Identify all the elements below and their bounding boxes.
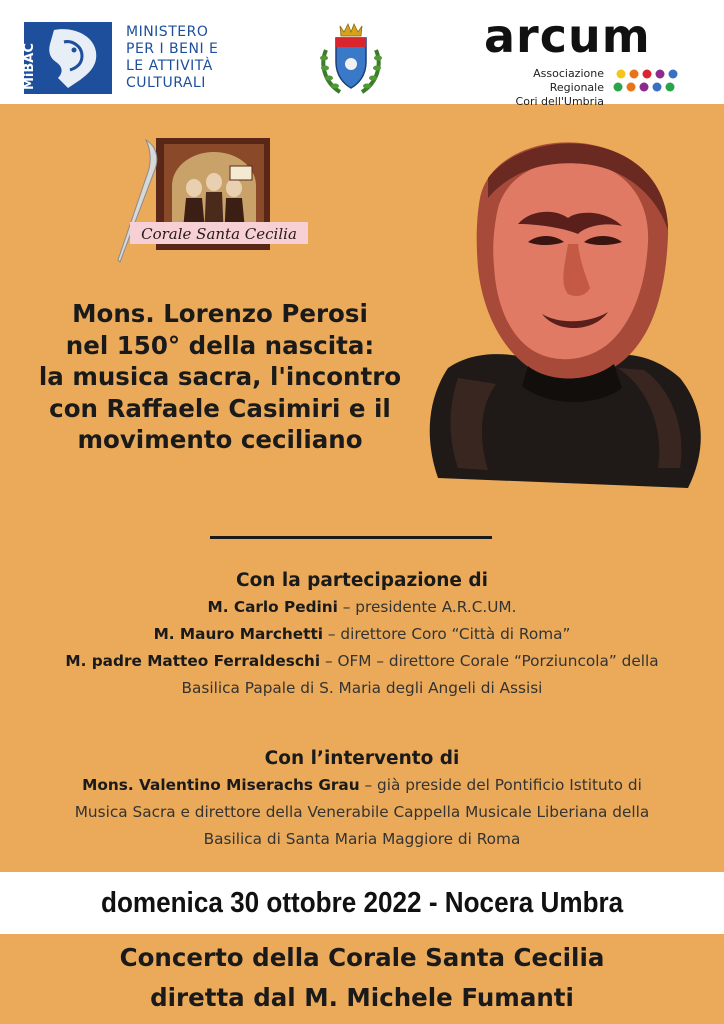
- perosi-portrait: [418, 138, 708, 498]
- ministry-line: PER I BENI E: [126, 41, 219, 57]
- intervention-section: [0, 745, 724, 853]
- title-line: la musica sacra, l'incontro: [38, 362, 402, 391]
- arcum-subtitle-line: Associazione Regionale: [533, 67, 604, 94]
- arcum-dot: [614, 83, 623, 92]
- participant-name: M. padre Matteo Ferraldeschi: [65, 652, 321, 670]
- intervention-line: [0, 826, 724, 853]
- participant-role: – OFM – direttore Corale “Porziuncola” della: [320, 652, 659, 670]
- arcum-dot: [653, 83, 662, 92]
- participant-name: M. Mauro Marchetti: [153, 625, 324, 643]
- date-band: [0, 872, 724, 934]
- title-line: movimento ceciliano: [77, 425, 363, 454]
- arcum-dots-logo: [612, 68, 682, 94]
- corale-logo-text: Corale Santa Cecilia: [141, 225, 297, 243]
- speaker-role: – già preside del Pontificio Istituto di: [359, 776, 642, 794]
- speaker-role: Musica Sacra e direttore della Venerabile Cappella Musicale Liberiana della: [74, 803, 650, 821]
- participant-line: [0, 621, 724, 648]
- intervention-heading: Con l’intervento di: [264, 748, 460, 769]
- municipal-crest: [316, 20, 386, 98]
- speaker-name: Mons. Valentino Miserachs Grau: [82, 776, 360, 794]
- participant-name: M. Carlo Pedini: [207, 598, 338, 616]
- title-line: nel 150° della nascita:: [65, 330, 375, 360]
- participation-section: [0, 567, 724, 702]
- arcum-dot: [666, 83, 675, 92]
- participant-line: [0, 594, 724, 621]
- participant-role: Basilica Papale di S. Maria degli Angeli di Assisi: [181, 679, 543, 697]
- arcum-subtitle-line: Cori dell'Umbria: [515, 95, 604, 108]
- participant-role: – direttore Coro “Città di Roma”: [323, 625, 571, 643]
- participation-heading: Con la partecipazione di: [236, 570, 488, 591]
- arcum-dot: [617, 70, 626, 79]
- arcum-dot: [627, 83, 636, 92]
- ministry-line: CULTURALI: [126, 75, 206, 91]
- intervention-line: [0, 772, 724, 799]
- concert-info: [0, 938, 724, 1018]
- event-date-location: domenica 30 ottobre 2022 - Nocera Umbra: [100, 887, 624, 919]
- arcum-dot: [669, 70, 678, 79]
- intervention-line: [0, 799, 724, 826]
- speaker-role: Basilica di Santa Maria Maggiore di Roma: [203, 830, 521, 848]
- concert-line: Concerto della Corale Santa Cecilia: [119, 943, 605, 972]
- divider: [210, 536, 492, 539]
- participant-line: [0, 648, 724, 675]
- arcum-dot: [630, 70, 639, 79]
- participant-line: [0, 675, 724, 702]
- ministry-line: MINISTERO: [126, 24, 209, 40]
- participant-role: – presidente A.R.C.UM.: [337, 598, 517, 616]
- arcum-subtitle: [486, 67, 604, 109]
- ministry-name: [126, 24, 218, 92]
- ministry-line: LE ATTIVITÀ: [126, 58, 213, 74]
- concert-line: diretta dal M. Michele Fumanti: [150, 983, 574, 1012]
- arcum-dot: [643, 70, 652, 79]
- corale-logo: [116, 136, 310, 264]
- title-line: con Raffaele Casimiri e il: [49, 393, 391, 423]
- arcum-dot: [656, 70, 665, 79]
- event-title: [10, 298, 430, 456]
- mibac-logo-text: MiBAC: [22, 43, 37, 90]
- arcum-dot: [640, 83, 649, 92]
- arcum-wordmark: arcum: [484, 9, 651, 63]
- mibac-logo: [24, 22, 112, 94]
- title-line: Mons. Lorenzo Perosi: [72, 299, 368, 328]
- header-band: [0, 0, 724, 108]
